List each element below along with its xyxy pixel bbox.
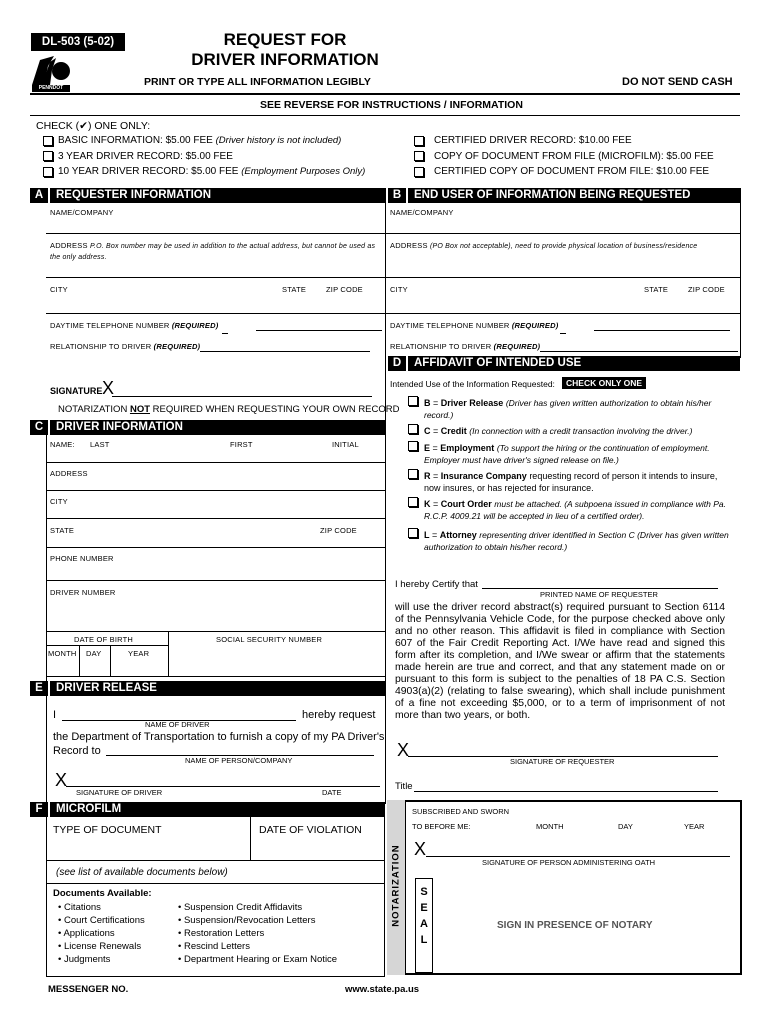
c-phone: PHONE NUMBER xyxy=(50,554,114,563)
a-relationship-line[interactable] xyxy=(200,351,370,352)
required: (REQUIRED) xyxy=(153,342,201,351)
no-cash-notice: DO NOT SEND CASH xyxy=(622,76,733,88)
microfilm-copy-option: COPY OF DOCUMENT FROM FILE (MICROFILM): $5.00 FEE xyxy=(434,151,714,162)
e-name-of-driver: NAME OF DRIVER xyxy=(145,720,210,729)
rule xyxy=(46,313,385,314)
f-date-violation: DATE OF VIOLATION xyxy=(259,824,362,836)
section-e-header xyxy=(30,681,385,696)
d-option-k: K = Court Order must be attached. (A subpoena issued in compliance with Pa. R.C.P. 4009.21 will be accepted in lieu of a certified order). xyxy=(424,499,726,521)
d-certify: I hereby Certify that xyxy=(395,579,478,590)
a-signature-x: X xyxy=(102,378,115,398)
key: B xyxy=(424,398,431,408)
seal-letter: S xyxy=(420,886,428,898)
rule xyxy=(250,817,251,860)
note: (PO Box not acceptable), need to provide physical location of business/residence xyxy=(429,243,698,250)
doc-item: • Suspension Credit Affidavits xyxy=(178,902,303,913)
c-city: CITY xyxy=(50,497,68,506)
doc-item: • Department Hearing or Exam Notice xyxy=(178,954,338,965)
rest-text: representing driver identified in Section C (Driver has given written authorization to obtain his/her record.) xyxy=(424,530,729,552)
a-zip: ZIP CODE xyxy=(326,285,363,294)
section-title: REQUESTER INFORMATION xyxy=(56,189,212,201)
penndot-logo xyxy=(30,52,72,92)
doc-item: • Citations xyxy=(58,902,101,913)
label: ADDRESS xyxy=(390,241,428,250)
right-edge-notary xyxy=(740,800,742,975)
text: NOTARIZATION xyxy=(58,404,130,415)
doc-item: • Restoration Letters xyxy=(178,928,265,939)
check-one-label: CHECK (✔) ONE ONLY: xyxy=(36,120,151,132)
section-c-header xyxy=(30,420,385,435)
key: C xyxy=(424,426,431,436)
key: E xyxy=(424,443,431,453)
d-signature-x: X xyxy=(397,740,410,760)
rest-text: requesting record of person it intends to insure, now insures, or has rejected for insurance. xyxy=(424,471,718,493)
b-relationship-line[interactable] xyxy=(540,351,738,352)
a-phone xyxy=(50,321,218,330)
bold-text: Attorney xyxy=(439,530,477,540)
doc-item: • License Renewals xyxy=(58,941,142,952)
c-zip: ZIP CODE xyxy=(320,526,357,535)
rule xyxy=(46,547,385,548)
c-ssn: SOCIAL SECURITY NUMBER xyxy=(216,635,323,644)
header-divider xyxy=(30,93,740,95)
rest-text: (Driver has given written authorization to obtain his/her record.) xyxy=(424,398,712,420)
f-see-list: (see list of available documents below) xyxy=(56,867,228,878)
b-address xyxy=(390,241,735,250)
b-city: CITY xyxy=(390,285,408,294)
rule xyxy=(385,313,740,314)
notary-to-before: TO BEFORE ME: xyxy=(412,822,471,831)
label: RELATIONSHIP TO DRIVER xyxy=(390,342,492,351)
a-signature-line[interactable] xyxy=(112,396,372,397)
c-last: LAST xyxy=(90,440,110,449)
e-i-label: I xyxy=(53,709,57,721)
a-state: STATE xyxy=(282,285,307,294)
c-dob: DATE OF BIRTH xyxy=(74,635,133,644)
rule xyxy=(46,462,385,463)
rule xyxy=(222,333,228,334)
bold-text: Employment xyxy=(440,443,495,453)
certified-record-checkbox[interactable] xyxy=(414,136,424,146)
d-check-only-one: CHECK ONLY ONE xyxy=(562,377,646,389)
note: P.O. Box number may be used in addition to the actual address, but cannot be used as the only address. xyxy=(50,243,376,261)
section-title: DRIVER INFORMATION xyxy=(56,421,183,433)
left-edge-c xyxy=(46,430,47,802)
a-city: CITY xyxy=(50,285,68,294)
notary-signature-x: X xyxy=(414,839,427,859)
form-number-badge xyxy=(31,33,125,51)
f-docs-right xyxy=(178,901,337,966)
option-text: BASIC INFORMATION: $5.00 FEE xyxy=(58,135,213,146)
c-initial: INITIAL xyxy=(332,440,359,449)
not-emphasis: NOT xyxy=(129,404,151,415)
label: ADDRESS xyxy=(50,241,88,250)
d-printed-name-line[interactable] xyxy=(482,588,718,589)
e-record-to: Record to xyxy=(53,745,101,757)
subtitle: PRINT OR TYPE ALL INFORMATION LEGIBLY xyxy=(144,76,371,88)
doc-item: • Applications xyxy=(58,928,115,939)
a-name-company: NAME/COMPANY xyxy=(50,208,114,217)
d-signature-requester: SIGNATURE OF REQUESTER xyxy=(510,757,615,766)
bold-text: Driver Release xyxy=(440,398,504,408)
section-title: DRIVER RELEASE xyxy=(56,682,157,694)
ten-year-option xyxy=(58,166,365,177)
section-letter: E xyxy=(30,681,50,696)
notary-sig-oath: SIGNATURE OF PERSON ADMINISTERING OATH xyxy=(482,858,656,867)
label: DAYTIME TELEPHONE NUMBER xyxy=(50,321,170,330)
rest-text: must be attached. (A subpoena issued in compliance with Pa. R.C.P. 4009.21 will be accepted in lieu of a certified order). xyxy=(424,499,726,521)
microfilm-copy-checkbox[interactable] xyxy=(414,151,424,161)
three-year-option: 3 YEAR DRIVER RECORD: $5.00 FEE xyxy=(58,151,233,162)
ten-year-checkbox[interactable] xyxy=(43,167,53,177)
b-phone-line[interactable] xyxy=(594,330,730,331)
basic-info-checkbox[interactable] xyxy=(43,136,53,146)
rule xyxy=(46,233,385,234)
e-signature-x: X xyxy=(55,770,68,790)
doc-item: • Court Certifications xyxy=(58,915,145,926)
required: (REQUIRED) xyxy=(493,342,541,351)
d-option-l-checkbox[interactable] xyxy=(408,528,418,538)
key: R xyxy=(424,471,431,481)
title-line-2: DRIVER INFORMATION xyxy=(191,50,379,69)
right-edge-top xyxy=(740,188,741,358)
option-note: (Driver history is not included) xyxy=(215,135,342,146)
key: K xyxy=(424,499,431,509)
section-title: MICROFILM xyxy=(56,803,122,815)
text: REQUIRED WHEN REQUESTING YOUR OWN RECORD xyxy=(150,404,400,415)
header-divider-2 xyxy=(30,115,740,116)
notary-presence: SIGN IN PRESENCE OF NOTARY xyxy=(497,920,653,931)
rule xyxy=(46,580,385,581)
three-year-checkbox[interactable] xyxy=(43,151,53,161)
required: (REQUIRED) xyxy=(171,321,219,330)
c-address: ADDRESS xyxy=(50,469,88,478)
notary-month: MONTH xyxy=(536,822,564,831)
c-month: MONTH xyxy=(48,649,77,658)
section-letter: F xyxy=(30,802,50,817)
required: (REQUIRED) xyxy=(511,321,559,330)
label: DAYTIME TELEPHONE NUMBER xyxy=(390,321,510,330)
c-first: FIRST xyxy=(230,440,253,449)
certified-record-option: CERTIFIED DRIVER RECORD: $10.00 FEE xyxy=(434,135,632,146)
f-docs-left xyxy=(58,901,145,966)
bold-text: Court Order xyxy=(440,499,492,509)
doc-item: • Judgments xyxy=(58,954,111,965)
notary-vertical-label: NOTARIZATION xyxy=(390,844,402,927)
c-driver-number: DRIVER NUMBER xyxy=(50,588,116,597)
bold-text: Credit xyxy=(440,426,467,436)
rule xyxy=(46,631,385,632)
e-date: DATE xyxy=(322,788,342,797)
b-state: STATE xyxy=(644,285,669,294)
seal-letter: L xyxy=(420,934,428,946)
basic-info-option xyxy=(58,135,341,146)
notary-vertical-band xyxy=(387,800,406,975)
d-option-c: C = Credit (In connection with a credit transaction involving the driver.) xyxy=(424,426,693,436)
certified-copy-option: CERTIFIED COPY OF DOCUMENT FROM FILE: $10.00 FEE xyxy=(434,166,710,177)
section-title: END USER OF INFORMATION BEING REQUESTED xyxy=(414,189,691,201)
rule xyxy=(46,883,385,884)
doc-item: • Rescind Letters xyxy=(178,941,250,952)
d-option-e-checkbox[interactable] xyxy=(408,441,418,451)
d-title-label: Title xyxy=(395,781,413,792)
d-option-l: L = Attorney representing driver identified in Section C (Driver has given written authorization to obtain his/her record.) xyxy=(424,530,729,552)
rest-text: (In connection with a credit transaction involving the driver.) xyxy=(469,426,693,436)
f-type-doc: TYPE OF DOCUMENT xyxy=(53,824,162,836)
certified-copy-checkbox[interactable] xyxy=(414,167,424,177)
d-option-r-checkbox[interactable] xyxy=(408,469,418,479)
section-d-header xyxy=(388,356,740,371)
section-title: AFFIDAVIT OF INTENDED USE xyxy=(414,357,582,369)
b-name-company: NAME/COMPANY xyxy=(390,208,454,217)
rule xyxy=(560,333,566,334)
rule xyxy=(46,490,385,491)
notary-bottom-rule xyxy=(387,973,742,975)
d-intended-label: Intended Use of the Information Requested: xyxy=(390,379,555,389)
option-text: 10 YEAR DRIVER RECORD: $5.00 FEE xyxy=(58,166,239,177)
e-name-person: NAME OF PERSON/COMPANY xyxy=(185,756,293,765)
see-reverse: SEE REVERSE FOR INSTRUCTIONS / INFORMATION xyxy=(260,99,523,111)
notary-year: YEAR xyxy=(684,822,705,831)
d-option-b-checkbox[interactable] xyxy=(408,396,418,406)
label: RELATIONSHIP TO DRIVER xyxy=(50,342,152,351)
rule xyxy=(385,277,740,278)
title-line-1: REQUEST FOR xyxy=(223,30,347,49)
notary-top-rule xyxy=(387,800,740,802)
c-name-label: NAME: xyxy=(50,440,75,449)
rule xyxy=(385,233,740,234)
seal-letter: A xyxy=(420,918,428,930)
seal-letter: E xyxy=(420,902,428,914)
doc-item: • Suspension/Revocation Letters xyxy=(178,915,316,926)
a-signature-label: SIGNATURE xyxy=(50,386,103,396)
notary-subscribed: SUBSCRIBED AND SWORN xyxy=(412,807,510,816)
e-sig-driver: SIGNATURE OF DRIVER xyxy=(76,788,163,797)
seal-letters xyxy=(415,884,433,948)
f-docs-label: Documents Available: xyxy=(53,888,152,899)
d-option-c-checkbox[interactable] xyxy=(408,424,418,434)
d-option-e: E = Employment (To support the hiring or the continuation of employment. Employer must have driver's signed release on file.) xyxy=(424,443,710,465)
rule xyxy=(168,631,169,676)
messenger-no: MESSENGER NO. xyxy=(48,984,129,995)
b-zip: ZIP CODE xyxy=(688,285,725,294)
section-letter: C xyxy=(30,420,50,435)
rule xyxy=(46,676,385,677)
d-option-k-checkbox[interactable] xyxy=(408,497,418,507)
e-signature-line[interactable] xyxy=(66,786,380,787)
d-option-r: R = Insurance Company requesting record of person it intends to insure, now insures, or has rejected for insurance. xyxy=(424,471,718,493)
rule xyxy=(46,277,385,278)
rule xyxy=(46,860,385,861)
section-a-header xyxy=(30,188,385,203)
e-hereby: hereby request xyxy=(302,709,376,721)
rest-text: (To support the hiring or the continuation of employment. Employer must have driver's signed release on file.) xyxy=(424,443,710,465)
c-year: YEAR xyxy=(128,649,150,658)
a-phone-line[interactable] xyxy=(256,330,382,331)
logo-text: PENNDOT xyxy=(38,85,64,91)
section-letter: A xyxy=(30,188,50,203)
d-title-line[interactable] xyxy=(414,791,718,792)
a-notarization-note xyxy=(58,404,400,415)
c-state: STATE xyxy=(50,526,75,535)
a-address xyxy=(50,241,380,263)
notary-signature-line[interactable] xyxy=(426,856,730,857)
d-affidavit-text: will use the driver record abstract(s) required pursuant to Section 6114 of the Pennsylvania Vehicle Code, for the purpose checked above only and no other reason. This affidavit is filed in compliance with Section 607 of the Fair Credit Reporting Act. I/We have read and signed this form after its completion, and I/We swear or affirm that the statements made herein are true and correct, and that any statement made on or pursuant to this form is subject to the penalties of 18 PA C.S. Section 4903(a)(2) (relating to false swearing), which shall include punishment of a fine not exceeding $5,000, or to a term of imprisonment of not more than two years, or both. xyxy=(395,602,725,721)
rule xyxy=(46,645,168,646)
website[interactable]: www.state.pa.us xyxy=(345,984,420,995)
b-phone xyxy=(390,321,558,330)
c-day: DAY xyxy=(86,649,102,658)
d-printed-name-label: PRINTED NAME OF REQUESTER xyxy=(540,590,658,599)
form-number: DL-503 (5-02) xyxy=(41,36,115,48)
rule xyxy=(46,518,385,519)
b-relationship xyxy=(390,342,540,351)
d-option-b: B = Driver Release (Driver has given written authorization to obtain his/her record.) xyxy=(424,398,712,420)
section-letter: B xyxy=(388,188,408,203)
notary-day: DAY xyxy=(618,822,633,831)
section-letter: D xyxy=(388,356,408,371)
section-b-header xyxy=(388,188,740,203)
bold-text: Insurance Company xyxy=(440,471,527,481)
option-note: (Employment Purposes Only) xyxy=(241,166,366,177)
section-f-header xyxy=(30,802,385,817)
rule xyxy=(79,645,80,676)
a-relationship xyxy=(50,342,200,351)
rule xyxy=(110,645,111,676)
center-divider xyxy=(385,188,386,804)
key: L xyxy=(424,530,430,540)
form-title xyxy=(180,30,390,70)
e-line2: the Department of Transportation to furnish a copy of my PA Driver's xyxy=(53,731,385,743)
